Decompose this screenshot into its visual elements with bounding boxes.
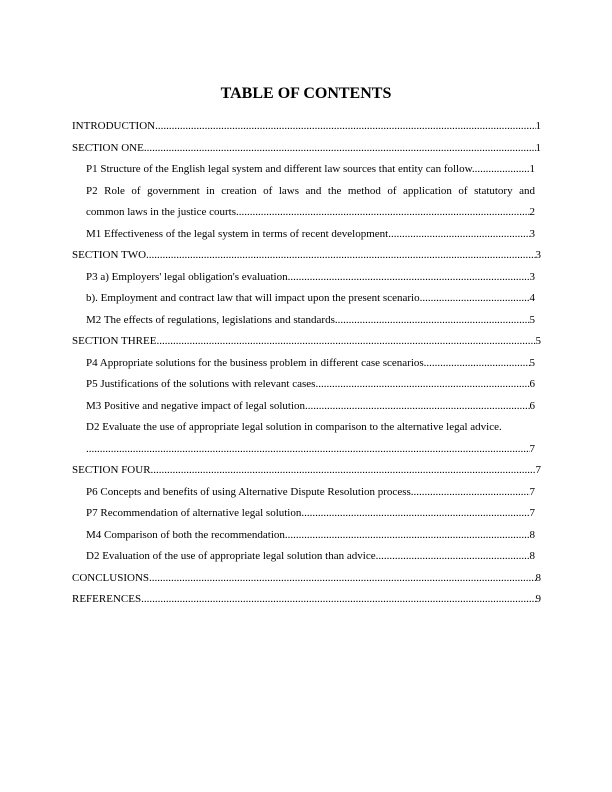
toc-leader-dots [155, 116, 535, 138]
toc-entry-text: SECTION THREE [72, 331, 156, 353]
toc-title: TABLE OF CONTENTS [220, 85, 392, 102]
toc-entry-text: CONCLUSIONS [72, 568, 149, 590]
toc-entry-text-line1: D2 Evaluate the use of appropriate legal solution in comparison to the alternative legal advice. [86, 421, 502, 433]
toc-entry-p5[interactable] [72, 374, 535, 396]
toc-leader-dots [156, 331, 535, 353]
toc-leader-dots [146, 245, 535, 267]
toc-entry-p4[interactable] [72, 353, 535, 375]
toc-page-number: 1 [535, 141, 541, 154]
toc-entry-text: P1 Structure of the English legal system and different law sources that entity can follow.. [86, 159, 477, 181]
toc-entry-p7[interactable] [72, 503, 535, 525]
toc-leader-dots [141, 589, 535, 611]
toc-entry-text: b). Employment and contract law that will impact upon the present scenario [86, 288, 420, 310]
toc-leader-dots [288, 267, 530, 289]
toc-leader-dots [285, 525, 530, 547]
toc-leader-dots [236, 202, 530, 224]
toc-entry-text: M1 Effectiveness of the legal system in terms of recent development. [86, 224, 391, 246]
toc-entry-text: M3 Positive and negative impact of legal solution [86, 396, 305, 418]
toc-page-number: 3 [535, 249, 541, 261]
toc-page-number: 6 [529, 378, 535, 390]
toc-entry-text: REFERENCES [72, 589, 141, 611]
toc-page-number: 3 [529, 227, 535, 240]
toc-leader-dots [305, 396, 529, 418]
toc-page-number: 1 [535, 120, 541, 132]
toc-leader-dots [86, 439, 530, 461]
toc-entry-d2-evaluate[interactable] [72, 417, 535, 460]
toc-leader-dots [149, 568, 535, 590]
toc-entry-section-one[interactable] [72, 138, 541, 160]
toc-leader-dots [376, 546, 530, 568]
toc-entry-text: P6 Concepts and benefits of using Alternative Dispute Resolution process [86, 482, 411, 504]
toc-page-number: 9 [535, 593, 541, 605]
toc-page-number: 8 [529, 528, 535, 541]
toc-entry-text: INTRODUCTION [72, 116, 155, 138]
toc-leader-dots [335, 310, 530, 332]
toc-page-number: 7 [529, 442, 535, 455]
toc-entry-text: SECTION TWO [72, 245, 146, 267]
toc-entry-text: P5 Justifications of the solutions with relevant cases [86, 374, 315, 396]
toc-entry-text: P3 a) Employers' legal obligation's evaluation [86, 267, 288, 289]
toc-page-number: 2 [529, 206, 535, 218]
toc-page-number: 5 [529, 356, 535, 369]
toc-entry-m3[interactable] [72, 396, 535, 418]
toc-entry-text-line1: P2 Role of government in creation of laws and the method of application of statutory and [86, 184, 535, 197]
toc-entry-section-two[interactable] [72, 245, 541, 267]
toc-page-number: 6 [529, 399, 535, 412]
toc-entry-text: P7 Recommendation of alternative legal solution [86, 503, 301, 525]
toc-leader-dots [151, 460, 536, 482]
toc-entry-line2 [86, 439, 535, 461]
toc-page-number: 3 [529, 270, 535, 283]
toc-leader-dots [301, 503, 529, 525]
toc-leader-dots [315, 374, 529, 396]
toc-leader-dots [424, 353, 530, 375]
toc-page-number: 5 [529, 313, 535, 326]
toc-page-number: 7 [529, 485, 535, 498]
toc-entry-conclusions[interactable] [72, 568, 541, 590]
toc-leader-dots [391, 224, 530, 246]
toc-page-number: 8 [529, 550, 535, 562]
toc-entry-m1[interactable] [72, 224, 535, 246]
toc-entry-p2[interactable] [72, 181, 535, 224]
toc-entry-p3[interactable] [72, 267, 535, 289]
toc-entry-text: M2 The effects of regulations, legislations and standards [86, 310, 335, 332]
toc-entry-section-four[interactable] [72, 460, 541, 482]
toc-entry-text: M4 Comparison of both the recommendation [86, 525, 285, 547]
toc-entry-introduction[interactable] [72, 116, 541, 138]
toc-page-number: 8 [535, 571, 541, 584]
toc-leader-dots [144, 138, 536, 160]
toc-entry-m4[interactable] [72, 525, 535, 547]
toc-page-number: 1 [529, 163, 535, 175]
toc-entry-text: P4 Appropriate solutions for the business problem in different case scenarios [86, 353, 424, 375]
toc-page-number: 5 [535, 335, 541, 347]
toc-entry-text: SECTION FOUR [72, 460, 151, 482]
toc-entry-p6[interactable] [72, 482, 535, 504]
toc-entry-text: D2 Evaluation of the use of appropriate legal solution than advice [86, 546, 376, 568]
toc-entry-section-three[interactable] [72, 331, 541, 353]
toc-page-number: 7 [529, 507, 535, 519]
toc-entry-d2-evaluation[interactable] [72, 546, 535, 568]
toc-page-number: 7 [535, 464, 541, 476]
toc-leader-dots [477, 159, 529, 181]
toc-entry-text: common laws in the justice courts [86, 202, 236, 224]
toc-entry-line2 [86, 202, 535, 224]
toc-entry-references[interactable] [72, 589, 541, 611]
table-of-contents [72, 116, 541, 611]
toc-entry-p1[interactable] [72, 159, 535, 181]
toc-entry-text: SECTION ONE [72, 138, 144, 160]
toc-page-number: 4 [529, 292, 535, 304]
toc-entry-m2[interactable] [72, 310, 535, 332]
toc-entry-p3b[interactable] [72, 288, 535, 310]
toc-leader-dots [411, 482, 530, 504]
toc-leader-dots [420, 288, 530, 310]
